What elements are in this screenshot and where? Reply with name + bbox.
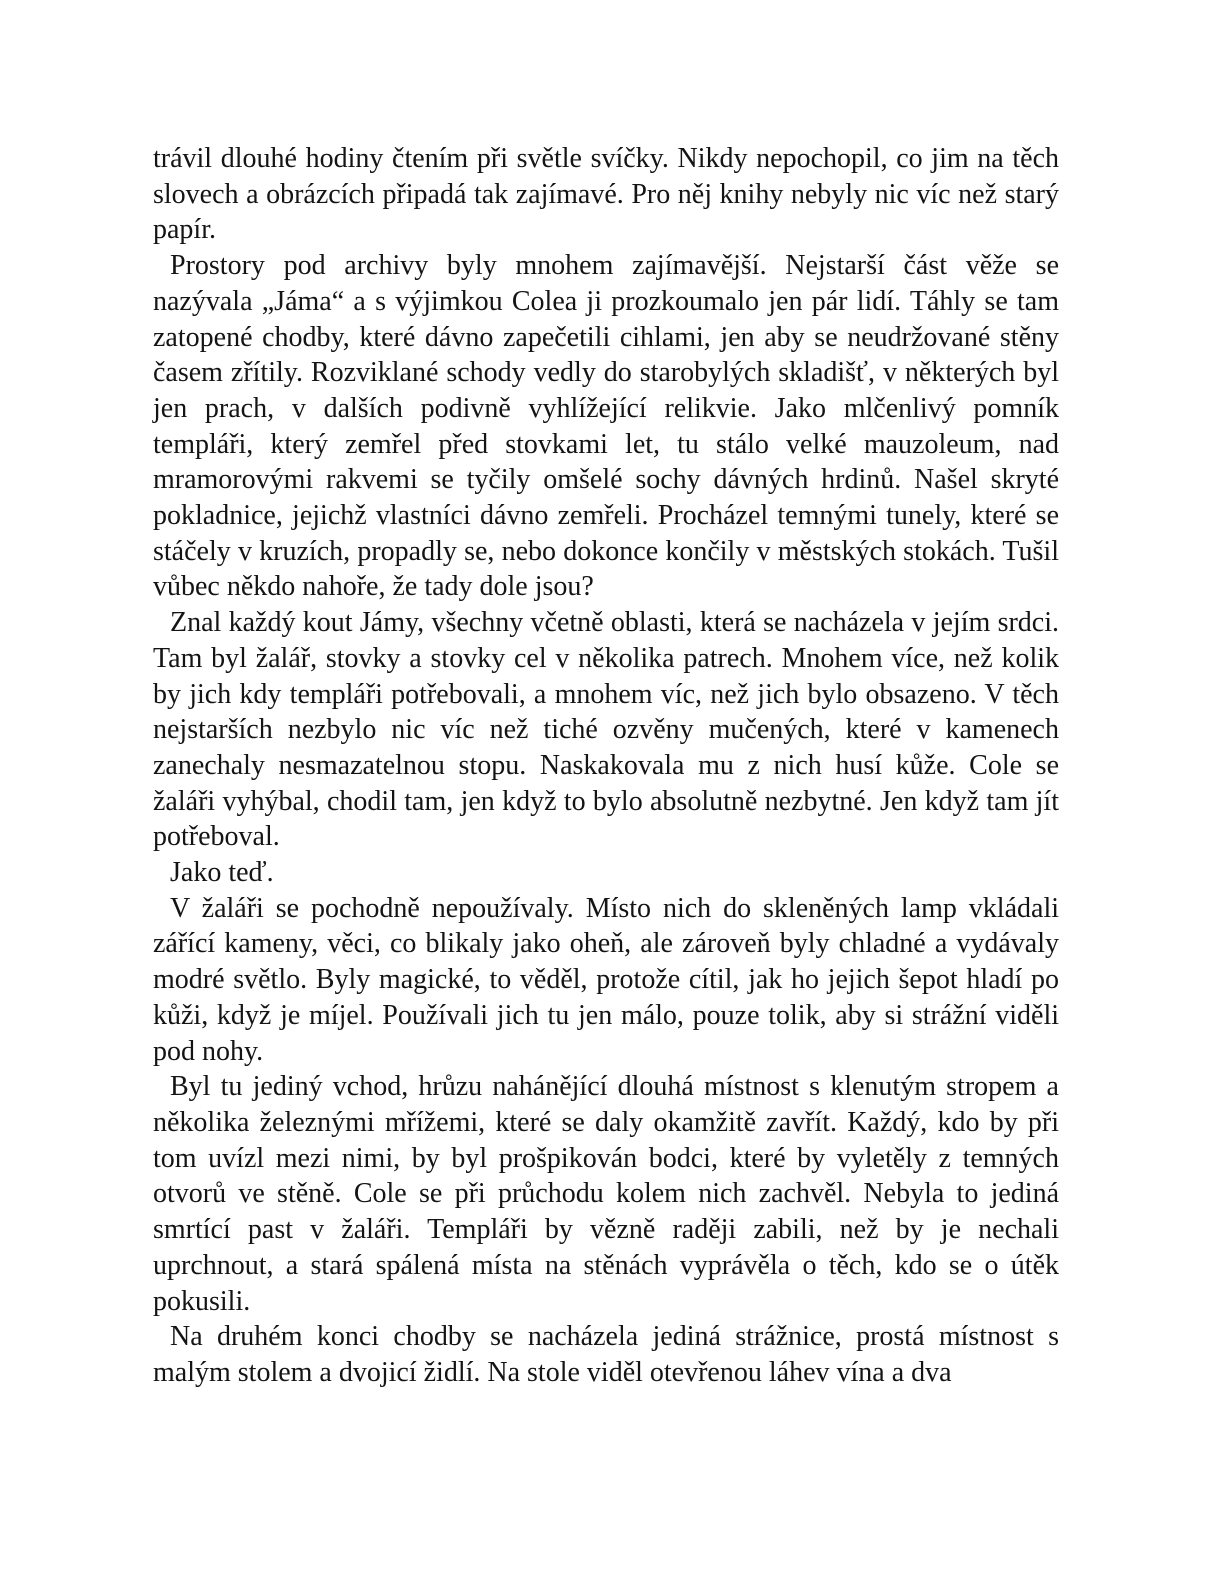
book-page xyxy=(153,141,1059,1391)
paragraph-guardroom: Na druhém konci chodby se nacházela jediná strážnice, prostá místnost s malým stolem a dvojicí židlí. Na stole viděl otevřenou láhev vína a dva xyxy=(153,1321,1059,1388)
paragraph-entrance-trap: Byl tu jediný vchod, hrůzu nahánějící dlouhá místnost s klenutým stropem a několika železnými mřížemi, které se daly okamžitě zavřít. Každý, kdo by při tom uvízl mezi nimi, by byl prošpikován bodci, které by vyletěly z temných otvorů ve stěně. Cole se při průchodu kolem nich zachvěl. Nebyla to jediná smrtící past v žaláři. Templáři by vězně raději zabili, než by je nechali uprchnout, a stará spálená místa na stěnách vyprávěla o těch, kdo se o útěk pokusili. xyxy=(153,1071,1059,1317)
paragraph-pit-description: Prostory pod archivy byly mnohem zajímavější. Nejstarší část věže se nazývala „Jáma“ a s výjimkou Colea ji prozkoumalo jen pár lidí. Táhly se tam zatopené chodby, které dávno zapečetili cihlami, jen aby se neudržované stěny časem zřítily. Rozviklané schody vedly do starobylých skladišť, v některých byl jen prach, v dalších podivně vyhlížející relikvie. Jako mlčenlivý pomník templáři, který zemřel před stovkami let, tu stálo velké mauzoleum, nad mramorovými rakvemi se tyčily omšelé sochy dávných hrdinů. Našel skryté pokladnice, jejichž vlastníci dávno zemřeli. Procházel temnými tunely, které se stáčely v kruzích, propadly se, nebo dokonce končily v městských stokách. Tušil vůbec někdo nahoře, že tady dole jsou? xyxy=(153,250,1059,603)
paragraph-like-now: Jako teď. xyxy=(170,857,274,889)
paragraph-continuation: trávil dlouhé hodiny čtením při světle svíčky. Nikdy nepochopil, co jim na těch slovech a obrázcích připadá tak zajímavé. Pro něj knihy nebyly nic víc než starý papír. xyxy=(153,143,1059,246)
paragraph-dungeon: Znal každý kout Jámy, všechny včetně oblasti, která se nacházela v jejím srdci. Tam byl žalář, stovky a stovky cel v několika patrech. Mnohem více, než kolik by jich kdy templáři potřebovali, a mnohem víc, než jich bylo obsazeno. V těch nejstarších nezbylo nic víc než tiché ozvěny mučených, které v kamenech zanechaly nesmazatelnou stopu. Naskakovala mu z nich husí kůže. Cole se žaláři vyhýbal, chodil tam, jen když to bylo absolutně nezbytné. Jen když tam jít potřeboval. xyxy=(153,607,1059,853)
paragraph-glowing-stones: V žaláři se pochodně nepoužívaly. Místo nich do skleněných lamp vkládali zářící kameny, věci, co blikaly jako oheň, ale zároveň byly chladné a vydávaly modré světlo. Byly magické, to věděl, protože cítil, jak ho jejich šepot hladí po kůži, když je míjel. Používali jich tu jen málo, pouze tolik, aby si strážní viděli pod nohy. xyxy=(153,892,1059,1067)
